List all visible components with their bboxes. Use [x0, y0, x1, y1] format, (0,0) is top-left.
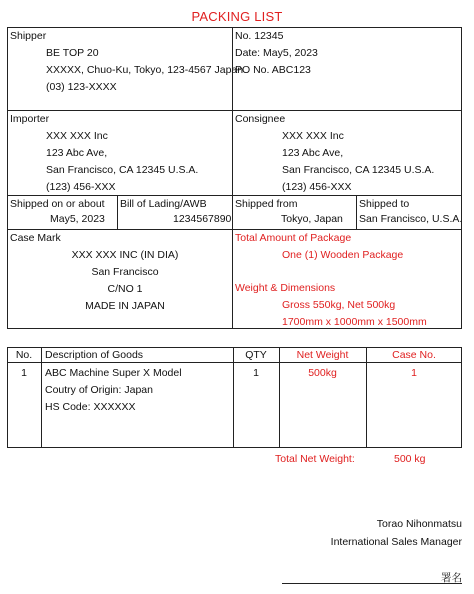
row-case-no: 1: [411, 367, 417, 379]
signatory-name: Torao Nihonmatsu: [376, 518, 462, 530]
case-mark-line: San Francisco: [91, 266, 159, 278]
importer-label: Importer: [10, 113, 50, 125]
case-mark-line: MADE IN JAPAN: [85, 300, 165, 312]
shipped-to-value: San Francisco, U.S.A.: [359, 213, 463, 225]
total-net-weight-value: 500 kg: [394, 453, 426, 465]
consignee-phone: (123) 456-XXX: [282, 181, 352, 193]
column-header-case-no: Case No.: [392, 349, 436, 361]
importer-city: San Francisco, CA 12345 U.S.A.: [46, 164, 199, 176]
shipper-name: BE TOP 20: [46, 47, 99, 59]
row-description: ABC Machine Super X Model: [45, 367, 182, 379]
signatory-position: International Sales Manager: [330, 536, 462, 548]
divider: [356, 195, 357, 229]
column-header-net-weight: Net Weight: [296, 349, 349, 361]
bill-of-lading-label: Bill of Lading/AWB: [120, 198, 207, 210]
divider: [117, 195, 118, 229]
shipper-phone: (03) 123-XXXX: [46, 81, 117, 93]
shipped-to-label: Shipped to: [359, 198, 410, 210]
document-title: PACKING LIST: [191, 9, 283, 24]
document-number: No. 12345: [235, 30, 284, 42]
total-net-weight-label: Total Net Weight:: [275, 453, 355, 465]
case-mark-label: Case Mark: [10, 232, 61, 244]
row-no: 1: [21, 367, 27, 379]
divider: [7, 110, 462, 111]
po-number: PO No. ABC123: [235, 64, 311, 76]
row-net-weight: 500kg: [308, 367, 337, 379]
row-hs-code: HS Code: XXXXXX: [45, 401, 136, 413]
shipped-from-label: Shipped from: [235, 198, 298, 210]
importer-street: 123 Abc Ave,: [46, 147, 108, 159]
shipped-on-value: May5, 2023: [50, 213, 105, 225]
case-mark-line: XXX XXX INC (IN DIA): [71, 249, 179, 261]
signature-label: 署名: [441, 572, 462, 584]
divider: [7, 195, 462, 196]
shipper-address: XXXXX, Chuo-Ku, Tokyo, 123-4567 Japan: [46, 64, 244, 76]
total-package-label: Total Amount of Package: [235, 232, 352, 244]
weight-dimensions-label: Weight & Dimensions: [235, 282, 336, 294]
row-qty: 1: [253, 367, 259, 379]
importer-phone: (123) 456-XXX: [46, 181, 116, 193]
bill-of-lading-value: 1234567890: [173, 213, 232, 225]
consignee-label: Consignee: [235, 113, 286, 125]
row-origin: Coutry of Origin: Japan: [45, 384, 153, 396]
shipped-on-label: Shipped on or about: [10, 198, 105, 210]
column-divider: [366, 347, 367, 448]
package-dimensions: 1700mm x 1000mm x 1500mm: [282, 316, 427, 328]
column-divider: [41, 347, 42, 448]
column-header-qty: QTY: [245, 349, 267, 361]
gross-net-weight: Gross 550kg, Net 500kg: [282, 299, 396, 311]
importer-name: XXX XXX Inc: [46, 130, 108, 142]
column-divider: [233, 347, 234, 448]
consignee-city: San Francisco, CA 12345 U.S.A.: [282, 164, 435, 176]
column-header-description: Description of Goods: [45, 349, 144, 361]
table-header-divider: [7, 362, 462, 363]
case-mark-line: C/NO 1: [107, 283, 143, 295]
shipper-label: Shipper: [10, 30, 47, 42]
consignee-name: XXX XXX Inc: [282, 130, 344, 142]
document-date: Date: May5, 2023: [235, 47, 318, 59]
shipped-from-value: Tokyo, Japan: [281, 213, 343, 225]
total-package-value: One (1) Wooden Package: [282, 249, 404, 261]
signature-line: [282, 583, 462, 584]
column-divider: [279, 347, 280, 448]
consignee-street: 123 Abc Ave,: [282, 147, 344, 159]
column-header-no: No.: [15, 349, 33, 361]
divider: [7, 229, 462, 230]
